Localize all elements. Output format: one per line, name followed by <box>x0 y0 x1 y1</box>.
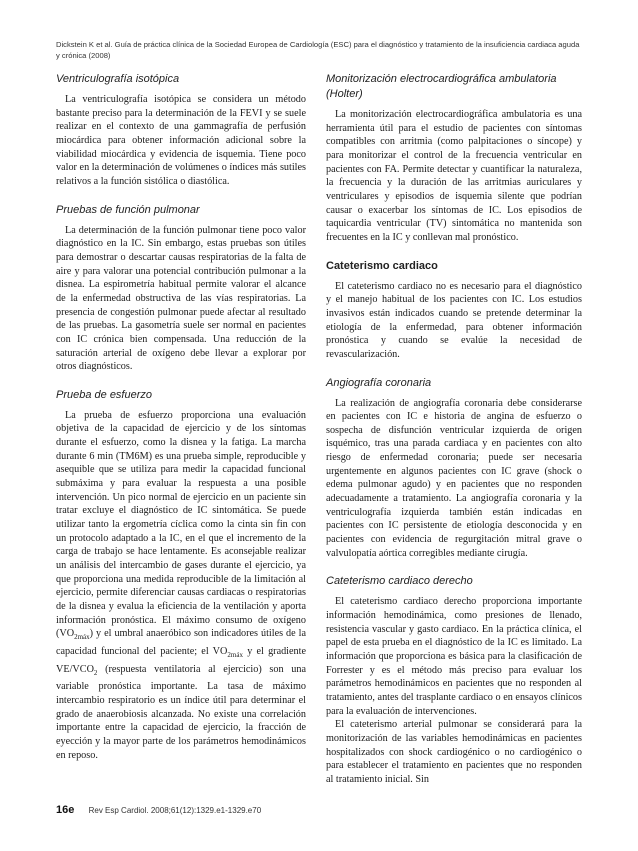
section-title-holter: Monitorización electrocardiográfica ambulatoria (Holter) <box>326 73 557 100</box>
text-fragment: y el gradiente VE/VCO <box>56 646 306 675</box>
right-column <box>326 72 582 787</box>
paragraph-holter: La monitorización electrocardiográfica ambulatoria es una herramienta útil para el estudio de pacientes con síntomas compatibles con arritmia (como palpitaciones o síncope) y para monitorizar el control de la frecuencia ventricular en pacientes con FA. Permite detectar y cuantificar la naturaleza, la frecuencia y la duración de las arritmias auriculares y ventriculares y episodios de isquemia silente que podrían causar o exacerbar los síntomas de IC. Los episodios de taquicardia ventricular (TV) sintomática no mantenida son frecuentes en la IC y conllevan mal pronóstico. <box>326 109 582 243</box>
subscript: 2 <box>93 668 98 677</box>
section-title-angiografia: Angiografía coronaria <box>326 376 432 389</box>
paragraph-ventriculografia: La ventriculografía isotópica se considera un método bastante preciso para la determinación de la FEVI y se suele realizar en el contexto de una gammagrafía de perfusión miocárdica para obtener información adicional sobre la viabilidad miocárdica y evidencia de isquemia. Tiene poco valor en la determinación de volúmenes o índices más sutiles relativos a la función sistólica o diastólica. <box>56 94 306 187</box>
paragraph-cateterismo: El cateterismo cardiaco no es necesario para el diagnóstico y el manejo habitual de los pacientes con IC. Los estudios invasivos están indicados cuando se pretende determinar la etiología de la enfermedad, para obtener información pronóstica y cuando se evalúe la necesidad de revascularización. <box>326 280 582 360</box>
paragraph-funcion-pulmonar: La determinación de la función pulmonar tiene poco valor diagnóstico en la IC. Sin embargo, estas pruebas son útiles para demostrar o descartar causas respiratorias de la falta de aire y para valorar una potencial contribución pulmonar a la disnea. La espirometría habitual permite valorar el alcance de la enfermedad obstructiva de las vías respiratorias. La presencia de congestión pulmonar puede afectar al resultado de las pruebas. La gasometría suele ser normal en pacientes con IC crónica bien compensada. Una reducción de la saturación arterial de oxígeno debe llevar a explorar por otros diagnósticos. <box>56 224 306 373</box>
paragraph-cateterismo-derecho-2: El cateterismo arterial pulmonar se considerará para la monitorización de las variables hemodinámicas en pacientes hospitalizados con shock cardiogénico o no cardiogénico o para establecer el tratamiento en pacientes que no responden al tratamiento inicial. Sin <box>326 719 582 785</box>
section-title-cateterismo: Cateterismo cardiaco <box>326 259 438 272</box>
section-title-cateterismo-derecho: Cateterismo cardiaco derecho <box>326 575 473 588</box>
subscript: 2máx <box>227 651 243 660</box>
left-column <box>56 72 306 762</box>
running-header: Dickstein K et al. Guía de práctica clínica de la Sociedad Europea de Cardiología (ESC) para el diagnóstico y tratamiento de la insuficiencia cardiaca aguda y crónica (2008) <box>56 40 580 60</box>
page-footer <box>56 804 356 816</box>
journal-citation: Rev Esp Cardiol. 2008;61(12):1329.e1-1329.e70 <box>88 806 262 815</box>
section-title-funcion-pulmonar: Pruebas de función pulmonar <box>56 203 200 216</box>
section-title-prueba-esfuerzo: Prueba de esfuerzo <box>56 388 153 401</box>
paragraph-prueba-esfuerzo <box>56 409 306 763</box>
text-fragment: (respuesta ventilatoria al ejercicio) son una variable pronóstica importante. La tasa de máximo intercambio respiratorio es un índice útil para determinar el grado de anaerobiosis alcanzada. No existe una correlación importante entre la capacidad de ejercicio, la fracción de eyección y la mayor parte de los parámetros hemodinámicos en reposo. <box>56 663 306 761</box>
text-fragment: ) y el umbral anaeróbico son indicadores útiles de la capacidad funcional del paciente; el VO <box>56 628 306 657</box>
page-number: 16e <box>56 804 75 816</box>
text-fragment: La prueba de esfuerzo proporciona una evaluación objetiva de la capacidad de ejercicio y de los síntomas durante el esfuerzo, como la disnea y la fatiga. La marcha durante 6 min (TM6M) es una prueba simple, reproducible y asequible que se utiliza para medir la capacidad funcional submáxima y para evaluar la respuesta a una posible intervención. Un pico normal de ejercicio en un paciente sin tratar excluye el diagnóstico de IC sintomática. Se puede utilizar tanto la ergometría cíclica como la cinta sin fin con un protocolo adaptado a la IC, en el que el incremento de la carga de trabajo se hace lentamente. Es aconsejable realizar un análisis del intercambio de gases durante el ejercicio, ya que proporciona una medida reproducible de la limitación al ejercicio, permite diferenciar causas cardiacas o respiratorias de la disnea y evalua la eficiencia de la ventilación y aporta información pronóstica. El máximo consumo de oxígeno (VO <box>56 409 306 640</box>
subscript: 2máx <box>74 633 90 642</box>
section-title-ventriculografia: Ventriculografía isotópica <box>56 73 180 85</box>
paragraph-angiografia: La realización de angiografía coronaria debe considerarse en pacientes con IC e historia de angina de esfuerzo o sospecha de disfunción ventricular izquierda de origen isquémico, tras una parada cardiaca y en pacientes con alto riesgo de enfermedad coronaria; puede ser necesaria urgentemente en algunos pacientes con IC grave (shock o edema pulmonar agudo) y en pacientes que no responden adecuadamente a tratamiento. La angiografía coronaria y la ventriculografía izquierda también están indicadas en pacientes con IC persistente de etiología desconocida y en pacientes con evidencia de regurgitación mitral grave o valvulopatía aórtica corregibles mediante cirugía. <box>326 397 582 559</box>
paragraph-cateterismo-derecho-1: El cateterismo cardiaco derecho proporciona importante información hemodinámica, como presiones de llenado, resistencia vascular y gasto cardiaco. En la práctica clínica, el papel de esta prueba en el diagnóstico de la IC es limitado. La información que proporciona es básica para la clasificación de Forrester y es el método más preciso para evaluar los parámetros hemodinámicos en pacientes que no responden al tratamiento, antes del trasplante cardiaco o en ensayos clínicos para la evaluación de intervenciones. <box>326 596 582 717</box>
